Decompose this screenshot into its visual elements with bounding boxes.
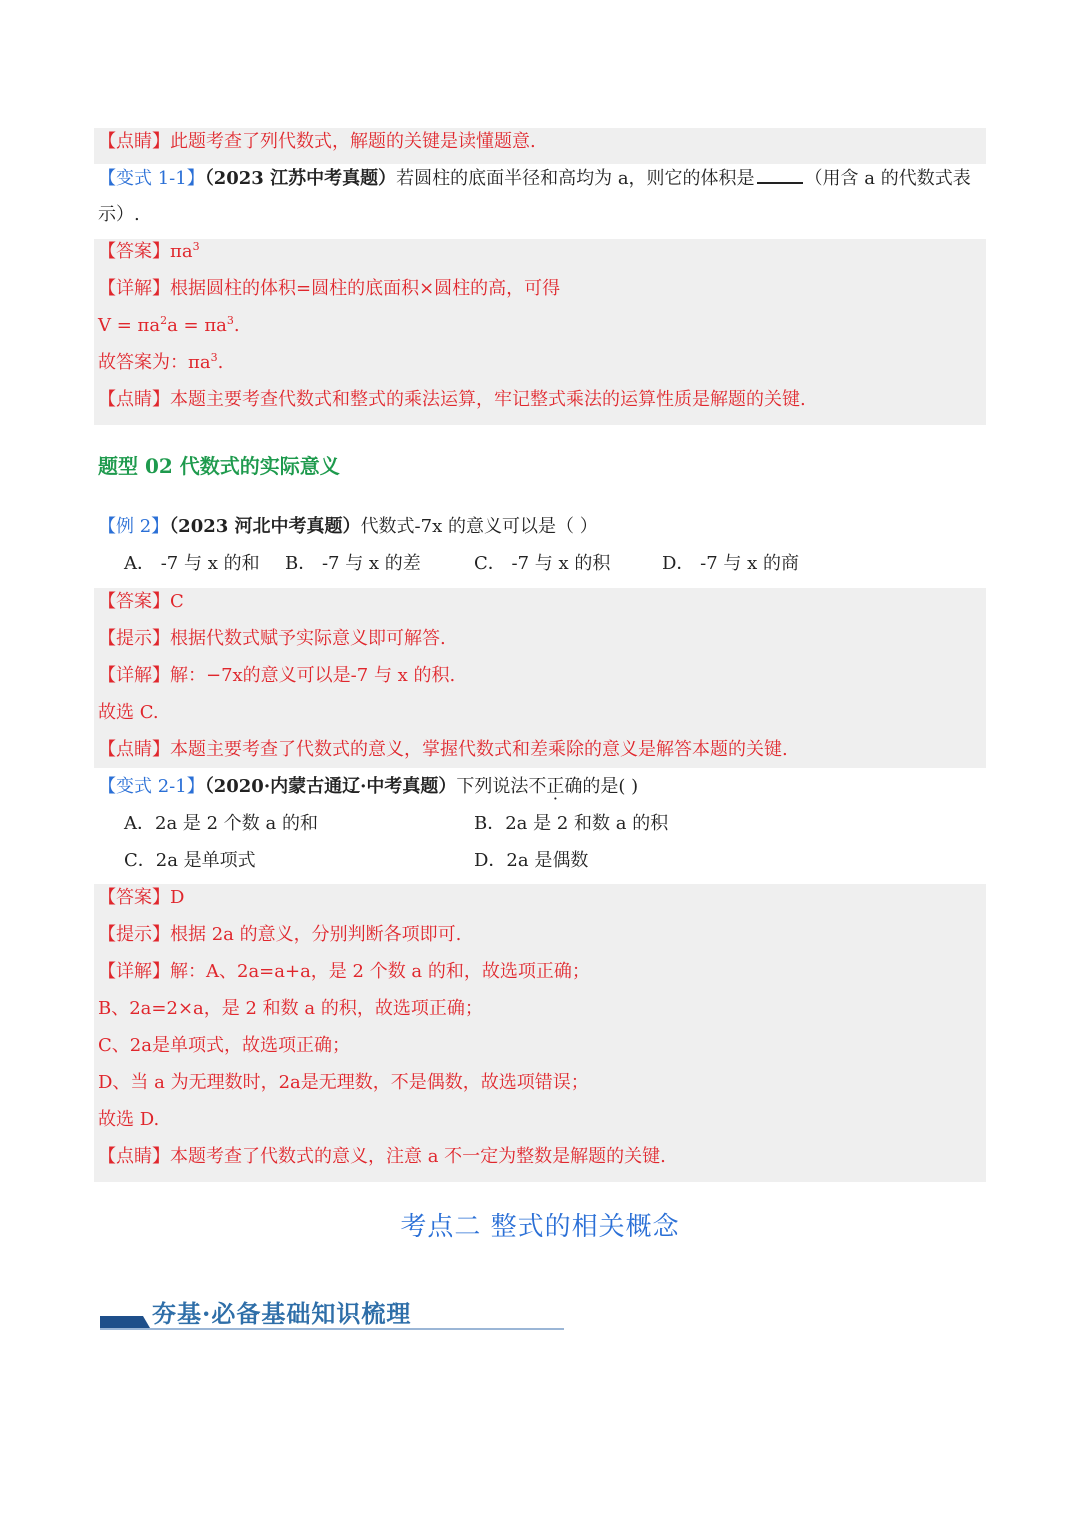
example-tag: 【例 2】 <box>98 516 170 537</box>
answer-value: πa <box>170 241 193 262</box>
so-answer-line <box>98 351 223 375</box>
hint-2-line <box>98 627 446 651</box>
dianjing-line-1 <box>98 130 536 154</box>
detail-2-1-line-b: B、2a=2×a，是 2 和数 a 的积，故选项正确； <box>98 998 483 1019</box>
dianjing-text: 此题考查了列代数式，解题的关键是读懂题意. <box>170 131 536 152</box>
dianjing-tag: 【点睛】 <box>98 131 170 152</box>
example-option-b: B． -7 与 x 的差 <box>285 553 421 574</box>
detail-text: 解：−7x的意义可以是-7 与 x 的积. <box>170 665 456 686</box>
detail-2-1-line-d: D、当 a 为无理数时，2a是无理数，不是偶数，故选项错误； <box>98 1072 589 1093</box>
so-answer-text: 故答案为：πa <box>98 352 211 373</box>
hint-text: 根据代数式赋予实际意义即可解答. <box>170 628 446 649</box>
variant-2-1-line <box>98 775 638 799</box>
example-question: 代数式-7x 的意义可以是（ ） <box>360 516 598 537</box>
variant-text-line2: 示）. <box>98 204 140 225</box>
answer-tag: 【答案】 <box>98 591 170 612</box>
formula-exp-2: 3 <box>226 314 234 327</box>
answer-line <box>98 240 200 264</box>
variant-option-c: C．2a 是单项式 <box>124 850 256 871</box>
variant-question-b: 的是( ) <box>582 776 639 797</box>
dianjing-tag: 【点睛】 <box>98 389 170 410</box>
detail-line <box>98 277 560 301</box>
so-2-1-line: 故选 D. <box>98 1109 160 1130</box>
detail-2-1-line <box>98 960 590 984</box>
example-2-line <box>98 515 598 539</box>
dianjing-text: 本题主要考查代数式和整式的乘法运算，牢记整式乘法的运算性质是解题的关键. <box>170 389 806 410</box>
formula-part-a: V = πa <box>98 315 161 336</box>
detail-tag: 【详解】 <box>98 665 170 686</box>
dianjing-tag: 【点睛】 <box>98 1146 170 1167</box>
answer-tag: 【答案】 <box>98 241 170 262</box>
example-source: （2023 河北中考真题） <box>169 516 361 537</box>
example-option-c: C． -7 与 x 的积 <box>474 553 611 574</box>
hint-tag: 【提示】 <box>98 924 170 945</box>
detail-tag: 【详解】 <box>98 278 170 299</box>
hint-tag: 【提示】 <box>98 628 170 649</box>
so-text: 故选 C. <box>98 702 159 723</box>
so-answer-exp: 3 <box>210 351 218 364</box>
type-title: 题型 02 代数式的实际意义 <box>98 454 340 478</box>
dianjing-line-2 <box>98 388 806 412</box>
emphasized-text: 不正确 <box>528 776 583 797</box>
hint-2-1-line <box>98 923 461 947</box>
formula-part-b: a = πa <box>167 315 227 336</box>
detail-tag: 【详解】 <box>98 961 170 982</box>
variant-option-b: B．2a 是 2 和数 a 的积 <box>474 813 669 834</box>
variant-1-1-line <box>98 166 971 191</box>
knowledge-banner <box>100 1294 570 1334</box>
variant-1-1-line2 <box>98 203 140 227</box>
dianjing-2-line <box>98 738 788 762</box>
answer-value: C <box>170 591 184 612</box>
dianjing-2-1-line <box>98 1145 666 1169</box>
detail-text: 解：A、2a=a+a，是 2 个数 a 的和，故选项正确； <box>170 961 590 982</box>
detail-2-1-line-c: C、2a是单项式，故选项正确； <box>98 1035 350 1056</box>
variant-option-a: A．2a 是 2 个数 a 的和 <box>124 813 318 834</box>
formula-end: . <box>233 315 240 336</box>
answer-exponent: 3 <box>192 240 200 253</box>
formula-line <box>98 314 240 338</box>
example-option-d: D． -7 与 x 的商 <box>662 553 800 574</box>
so-answer-end: . <box>217 352 224 373</box>
detail-2-line <box>98 664 455 688</box>
hint-text: 根据 2a 的意义，分别判断各项即可. <box>170 924 462 945</box>
banner-bar-icon <box>100 1316 150 1328</box>
banner-title: 夯基·必备基础知识梳理 <box>152 1299 412 1328</box>
answer-2-line <box>98 590 184 614</box>
variant-source: （2020·内蒙古通辽·中考真题） <box>204 776 457 797</box>
formula-exp-1: 2 <box>160 314 168 327</box>
variant-tag: 【变式 2-1】 <box>98 776 205 797</box>
dianjing-tag: 【点睛】 <box>98 739 170 760</box>
answer-tag: 【答案】 <box>98 887 170 908</box>
detail-text: 根据圆柱的体积=圆柱的底面积×圆柱的高，可得 <box>170 278 561 299</box>
variant-tag: 【变式 1-1】 <box>98 168 205 189</box>
answer-2-1-line <box>98 886 184 910</box>
variant-source: （2023 江苏中考真题） <box>204 168 397 189</box>
answer-value: D <box>170 887 185 908</box>
answer-blank <box>757 166 803 184</box>
dianjing-text: 本题考查了代数式的意义，注意 a 不一定为整数是解题的关键. <box>170 1146 666 1167</box>
example-option-a: A． -7 与 x 的和 <box>124 553 260 574</box>
section-title: 考点二 整式的相关概念 <box>400 1212 680 1242</box>
variant-text-after: （用含 a 的代数式表 <box>804 168 971 189</box>
so-2-line <box>98 701 159 725</box>
variant-question-a: 下列说法 <box>456 776 529 797</box>
dianjing-text: 本题主要考查了代数式的意义，掌握代数式和差乘除的意义是解答本题的关键. <box>170 739 788 760</box>
variant-option-d: D．2a 是偶数 <box>474 850 589 871</box>
variant-text: 若圆柱的底面半径和高均为 a，则它的体积是 <box>396 168 755 189</box>
